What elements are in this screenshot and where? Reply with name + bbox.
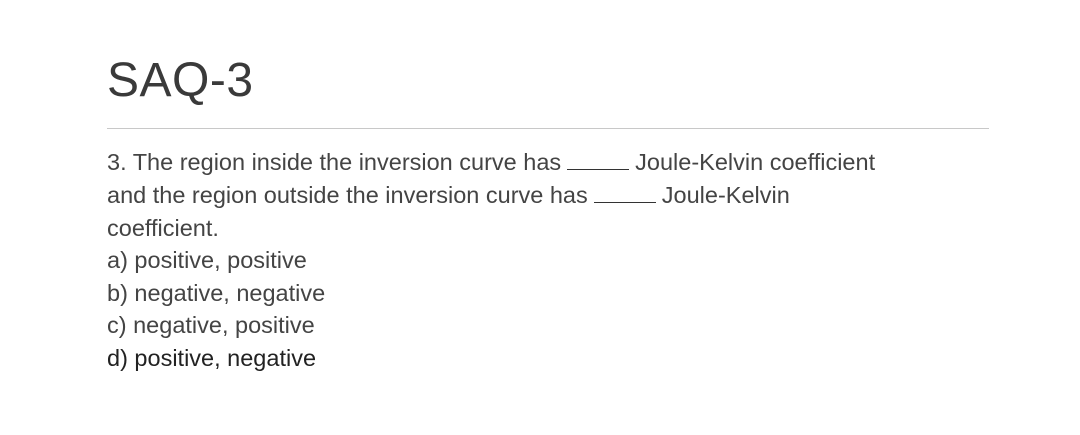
question-line-1-start: 3. The region inside the inversion curve has [107, 149, 562, 175]
question-line-1-end: Joule-Kelvin coefficient [635, 149, 876, 175]
slide-title: SAQ-3 [107, 54, 254, 107]
option-c: c) negative, positive [107, 312, 315, 338]
question-line-1 [107, 146, 997, 179]
option-b: b) negative, negative [107, 279, 326, 306]
answer-blank-2 [594, 182, 656, 203]
title-divider [107, 128, 989, 129]
question-line-2-start: and the region outside the inversion curve has [107, 182, 588, 208]
answer-blank-1 [567, 149, 629, 170]
question-line-2 [107, 179, 997, 212]
answer-options [107, 244, 325, 374]
question-line-3: coefficient. [107, 215, 219, 241]
option-d: d) positive, negative [107, 344, 317, 371]
question-text [107, 146, 997, 245]
option-a: a) positive, positive [107, 247, 307, 273]
question-line-2-end: Joule-Kelvin [661, 182, 790, 208]
